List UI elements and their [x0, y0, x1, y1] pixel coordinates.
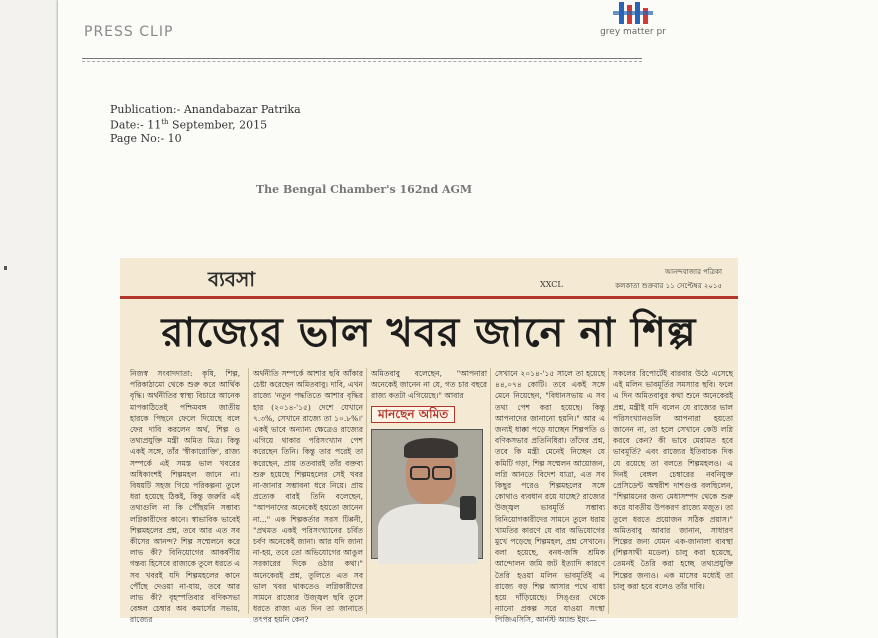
article-headline: রাজ্যের ভাল খবর জানে না শিল্প [161, 310, 697, 356]
publication-meta [110, 103, 301, 145]
clip-caption: The Bengal Chamber's 162nd AGM [256, 183, 473, 196]
edition-dateline: কলকাতা শুক্রবার ১১ সেপ্টেম্বর ২০১৫ [615, 282, 722, 290]
publication-line: Publication:- Anandabazar Patrika [110, 103, 301, 116]
article-columns [130, 368, 733, 625]
date-prefix: Date:- 11 [110, 118, 162, 132]
date-ordinal: th [161, 118, 169, 126]
newspaper-clipping [120, 258, 738, 625]
newspaper-name: আনন্দবাজার পত্রিকা [664, 268, 722, 276]
microphone-icon [460, 496, 476, 520]
page-number-line: Page No:- 10 [110, 131, 182, 145]
article-column-3-text: অমিতবাবু বলেছেন, "আপনারা অনেকেই জানেন না যে, গত চার বছরে রাজ্য কতটা এগিয়েছে।" আবার [371, 369, 487, 401]
date-line [110, 116, 301, 132]
press-clip-label: PRESS CLIP [84, 24, 174, 40]
press-clip-page [58, 0, 878, 638]
brand-name: grey matter pr [600, 27, 666, 37]
pull-quote-label: মানছেন অমিত [371, 406, 455, 423]
section-title: ব্যবসা [208, 267, 256, 291]
header-divider-dashed [82, 61, 642, 62]
article-column-5: সকলের রিপোর্টেই বারবার উঠে এসেছে এই মলিন ভাবমূর্তির সমস্যার ছবি। ফলে এ দিন অমিতবাবুর কথা শুনে অনেকেরই প্রশ্ন, মন্ত্রীই যদি বলেন যে রাজ্যের ভাল পরিসংখ্যানগুলি আপনারা হয়তো জানেন না, তা হলে সেখানে কেউ লগ্নি করবে কেন? কী ভাবে মেরামত হবে ভাবমূর্তি? এবং রাজ্যের ইতিবাচক দিক যে রয়েছে তা বলতে শিল্পমহলও। এ দিনই বেঙ্গল চেম্বারের নবনিযুক্ত প্রেসিডেন্ট অম্বরীশ দাশগুপ্ত বলছিলেন, "শিল্পায়নের জন্য মেধাসম্পদ থেকে শুরু করে যাবতীয় উপকরণ রাজ্যে মজুত। তা তুলে ধরতে প্রয়োজন সঠিক প্রয়াস।" অমিতবাবু আবার জানান, সাধারণ শিল্পের জন্য যেমন এক-জানালা ব্যবস্থা (শিল্পসাথী মডেল) চালু করা হয়েছে, তেমনই তৈরি করা হচ্ছে তথ্যপ্রযুক্তি শিল্পের জন্যও। এক মাসের মধ্যেই তা চালু করা হবে বলেও তাঁর দাবি। [608, 368, 733, 614]
header-divider [82, 58, 642, 59]
date-rest: September, 2015 [168, 118, 268, 132]
article-column-2: অর্থনীতি সম্পর্কে আশার ছবি আঁকার চেষ্টা করেছেন অমিতবাবু। দাবি, এখন রাজ্যে 'নতুন পদ্ধতিতে আশার বৃদ্ধির হার (২০১৪-'১৫) দেশে যেখানে ৭.৩%, সেখানে রাজ্যে তা ১০.৮%।' একই ভাবে অন্যান্য ক্ষেত্রেও রাজ্যের এগিয়ে থাকার পরিসংখ্যান পেশ করেছেন তিনি। কিন্তু তার পরেই তা করেছেন, প্রায় ততবারই তাঁর বক্তব্য শুরু হয়েছে শিল্পমহলের সেই খবর না-জানার সম্ভাবনা ধরে নিয়ে। প্রায় প্রত্যেক বারই তিনি বলেছেন, "আপনাদের অনেকেই হয়তো জানেন না..." এক শিল্পকর্তার সরস টিপ্পনী, "প্রথমত একই পরিসংখ্যানের চর্বিত চর্বণ অনেকেই জানা। আর যদি জানা না-হয়, তবে তো অভিযোগের আঙুল সরকারের দিকে ওঠার কথা।" অনেকেরই প্রশ্ন, তুলিতে এত সব ভাল খবর থাকতেও লগ্নিকারীদের সামনে রাজ্যের উজ্জ্বল ছবি তুলে ধরতে রাজ্য এত দিন তা জানাতে তৎপর হয়নি কেন? [248, 368, 363, 614]
masthead-rule [120, 296, 738, 299]
brand [588, 2, 678, 37]
article-column-1: নিজস্ব সংবাদদাতা: কৃষি, শিল্প, পরিকাঠামো থেকে শুরু করে আর্থিক বৃদ্ধি। অর্থনীতির স্বাস্থ্য বিচারে আনেক মাপকাঠিতেই পশ্চিমবঙ্গ জাতীয় হারকে পিছনে ফেলে দিয়েছে বলে ফের দাবি করলেন অর্থ, শিল্প ও তথ্যপ্রযুক্তি মন্ত্রী অমিত মিত্র। কিন্তু একই সঙ্গে, তাঁর 'স্বীকারোক্তি', রাজ্য সম্পর্কে এই সমস্ত ভাল খবরের অধিকাংশই শিল্পমহল জানে না। বিষয়টি সহজ গিয়ে পরিকল্পনা তুলে ধরা হয়েছে ঠিকই, কিন্তু জরুরি এই তথ্যগুলি না কি পৌঁছয়নি সম্ভাব্য লগ্নিকারীদের কানে। স্বাভাবিক ভাবেই শিল্পমহলের প্রশ্ন, তবে আর এত সব কীসের আনন্দ? শিল্প সম্মেলনে করে লাভ কী? বিনিয়োগের আকর্ষণীয় গন্তব্য হিসেবে রাজ্যকে তুলে ধরতে এ সব খবরই যদি শিল্পমহলের কানে পৌঁছে দেওয়া না-যায়, তবে আর লাভ কী? বৃহস্পতিবার বণিকসভা বেঙ্গল চেম্বার অব কমার্সের সভায়, রাজ্যের [130, 369, 240, 625]
article-column-4: সেখানে ২০১৪-'১৫ সালে তা হয়েছে ৪৪,০৭৪ কোটি। তবে একই সঙ্গে মেনে নিয়েছেন, "বিধানসভায় এ সব তথ্য পেশ করা হয়েছে। কিন্তু আপনাদের জানানো হয়নি।" আর এ জন্যই ধাক্কা পড়ে যাচ্ছেন শিল্পপতি ও বণিকসভার প্রতিনিধিরা। তাঁদের প্রশ্ন, তবে কি মন্ত্রী মেনেই নিচ্ছেন যে কমিটি গড়া, শিল্প সম্মেলন আয়োজন, লগ্নি আনতে বিদেশ যাত্রা, এত সব কিছুর পরেও শিল্পমহলের সঙ্গে কোথাও ব্যবধান রয়ে যাচ্ছে? রাজ্যের উজ্জ্বল ভাবমূর্তি সম্ভাব্য বিনিয়োগকারীদের সামনে তুলে ধরায় খামতির কারণে যে বার অভিযোগের মুখে পড়েছে শিল্পমহল, প্রশ্ন সেখানে। বলা হয়েছে, বনধ-জঙ্গি শ্রমিক আন্দোলন জমি জট ইত্যাদি কারণে তৈরি হওয়া মলিন ভাবমূর্তিই এ রাজ্যে বড় শিল্প আসার পথে বাধা হয়ে দাঁড়িয়েছে। সিঙ্গুর থেকে ন্যানো প্রকল্প সরে যাওয়া সংস্থা পিজিএসিসি, আর্নস্ট অ্যান্ড ইয়ং— [490, 368, 605, 614]
article-column-3 [366, 368, 487, 614]
scan-margin [0, 0, 58, 638]
scan-mark [4, 266, 7, 270]
clip-size-tag: XXCL [540, 280, 563, 289]
grey-matter-logo-icon [613, 2, 653, 24]
clipping-masthead [120, 258, 738, 296]
minister-photo [371, 429, 483, 559]
